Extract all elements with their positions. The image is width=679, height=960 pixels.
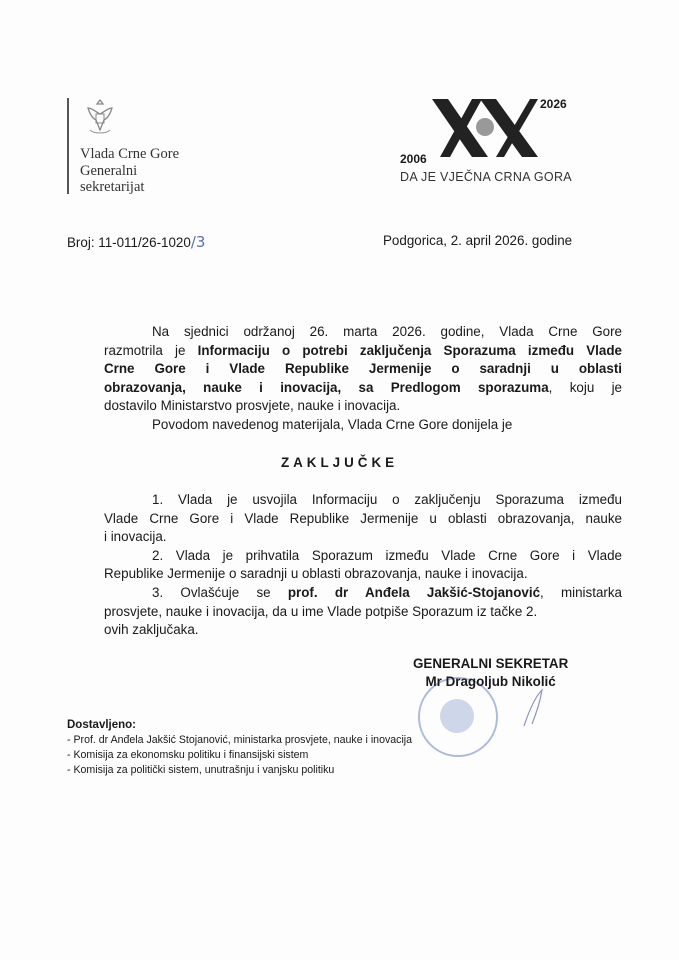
coat-of-arms-icon bbox=[82, 96, 118, 140]
bold-segment: Crne Gore i Vlade Republike Jermenije o saradnji u oblasti bbox=[104, 361, 622, 377]
header-divider bbox=[67, 98, 69, 194]
list-line: prosvjete, nauke i inovacija, da u ime Vlade potpiše Sporazum iz tačke 2. bbox=[104, 603, 538, 619]
text-segment: 3. Ovlašćuje se bbox=[152, 584, 288, 600]
signatory-name: Mr Dragoljub Nikolić bbox=[425, 674, 556, 689]
year-start: 2006 bbox=[400, 152, 427, 166]
signature-scribble-icon bbox=[520, 688, 550, 728]
text-segment: razmotrila je bbox=[104, 342, 198, 358]
place-date: Podgorica, 2. april 2026. godine bbox=[383, 233, 573, 248]
distribution-item: - Komisija za ekonomsku politiku i finansijski sistem bbox=[67, 749, 309, 761]
text-line: Na sjednici održanoj 26. marta 2026. godine, Vlada Crne Gore bbox=[152, 324, 622, 339]
year-end: 2026 bbox=[540, 97, 567, 111]
bold-segment: Informaciju o potrebi zaključenja Sporazuma između Vlade bbox=[197, 342, 622, 358]
text-segment: , ministarka bbox=[540, 584, 622, 600]
xx-logo-icon bbox=[430, 97, 540, 159]
text-line: Povodom navedenog materijala, Vlada Crne Gore donijela je bbox=[152, 416, 513, 432]
conclusions-heading: ZAKLJUČKE bbox=[280, 455, 399, 470]
conclusions-list bbox=[104, 491, 622, 640]
org-line: sekretarijat bbox=[80, 179, 145, 195]
distribution-item: - Komisija za politički sistem, unutrašnju i vanjsku politiku bbox=[67, 764, 335, 776]
signature-block bbox=[413, 655, 568, 691]
intro-paragraph bbox=[104, 323, 622, 435]
list-line: i inovacija. bbox=[104, 529, 167, 545]
distribution-list bbox=[67, 718, 412, 778]
list-line: Vlade Crne Gore i Vlade Republike Jermenije u oblasti obrazovanja, nauke bbox=[104, 510, 622, 526]
text-segment: , koju je bbox=[548, 379, 622, 395]
bold-segment: obrazovanja, nauke i inovacija, sa Predlogom sporazuma bbox=[104, 379, 549, 395]
org-line: Vlada Crne Gore bbox=[80, 146, 180, 162]
distribution-item: - Prof. dr Anđela Jakšić Stojanović, ministarka prosvjete, nauke i inovacija bbox=[67, 734, 413, 746]
distribution-label: Dostavljeno: bbox=[67, 719, 137, 731]
bold-segment: prof. dr Anđela Jakšić-Stojanović bbox=[287, 584, 541, 600]
jubilee-logo bbox=[400, 97, 575, 197]
organization-name bbox=[80, 146, 179, 196]
org-line: Generalni bbox=[80, 162, 138, 179]
signatory-title: GENERALNI SEKRETAR bbox=[413, 656, 569, 671]
list-line: 1. Vlada je usvojila Informaciju o zaključenju Sporazuma između bbox=[152, 492, 622, 507]
logo-motto: DA JE VJEČNA CRNA GORA bbox=[400, 170, 572, 184]
handwritten-number: /3 bbox=[190, 233, 206, 251]
text-line: dostavilo Ministarstvo prosvjete, nauke i inovacija. bbox=[104, 398, 401, 414]
document-number bbox=[67, 233, 205, 251]
number-text: Broj: 11-011/26-1020 bbox=[67, 235, 191, 250]
list-line: 2. Vlada je prihvatila Sporazum između Vlade Crne Gore i Vlade bbox=[152, 547, 622, 563]
list-line: ovih zaključaka. bbox=[104, 622, 199, 638]
list-line: Republike Jermenije o saradnji u oblasti obrazovanja, nauke i inovacija. bbox=[104, 566, 528, 582]
